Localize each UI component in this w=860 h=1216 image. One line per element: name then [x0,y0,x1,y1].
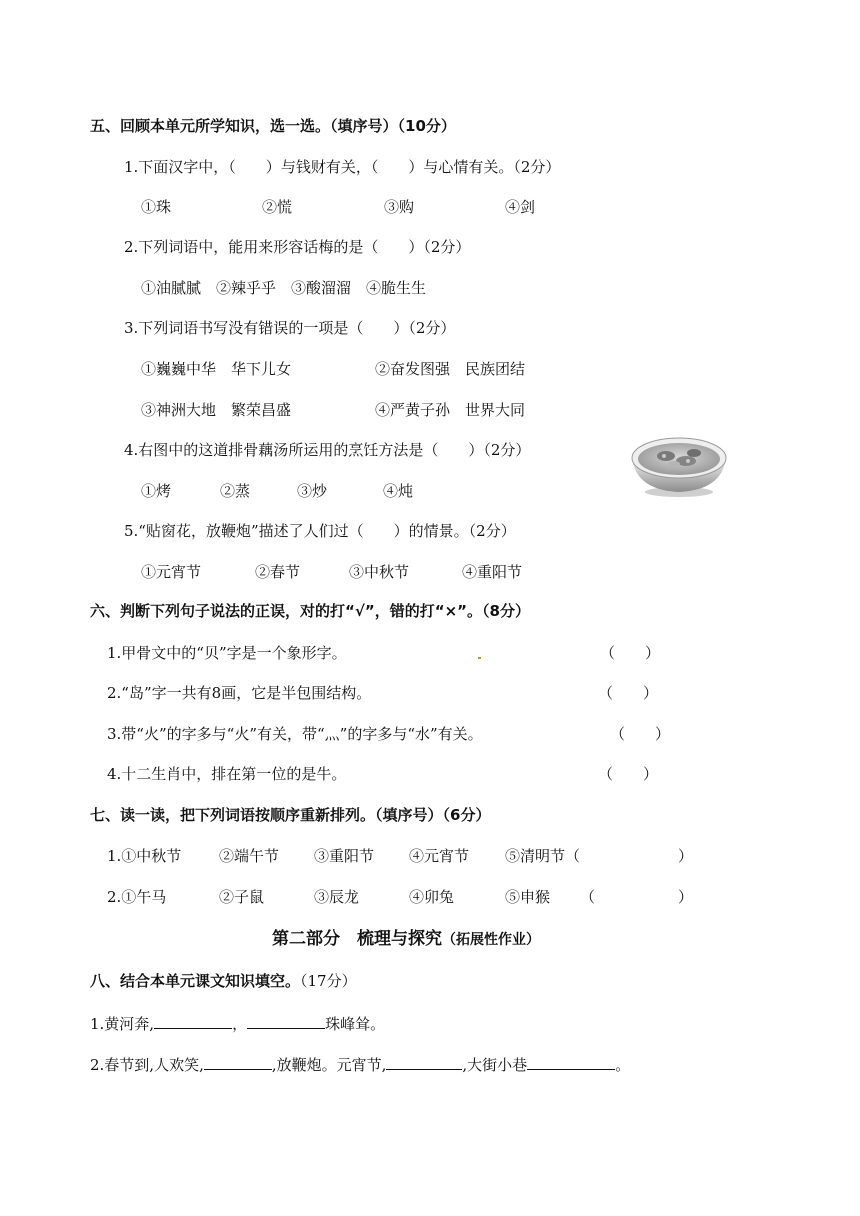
fill-blank-4[interactable] [386,1054,462,1070]
judge-item-2-answer[interactable]: （ ） [598,684,659,702]
q5-3-text: 3.下列词语书写没有错误的一项是（ ）（2分） [124,319,456,337]
fill-line-1-text-c: 珠峰耸。 [325,1015,386,1033]
q5-5-option-2: ②春节 [255,563,301,581]
section-6-title: 六、判断下列句子说法的正误，对的打“√”，错的打“×”。（8分） [90,602,530,620]
section-8-title: 八、结合本单元课文知识填空。 [90,972,301,990]
judge-item-4-answer[interactable]: （ ） [598,765,659,783]
order-row-2-open[interactable]: （ [580,888,596,906]
judge-item-2: 2.“岛”字一共有8画，它是半包围结构。 [107,684,372,702]
order-row-1-item-1: 1.①中秋节 [107,847,182,865]
fill-blank-1[interactable] [154,1013,232,1029]
q5-5-option-1: ①元宵节 [141,563,202,581]
section-8-score: （17分） [300,972,357,990]
order-row-1-close[interactable]: ） [678,847,694,865]
q5-5-option-3: ③中秋节 [349,563,410,581]
q5-4-text: 4.右图中的这道排骨藕汤所运用的烹饪方法是（ ）（2分） [124,441,531,459]
judge-item-3-answer[interactable]: （ ） [610,725,671,743]
q5-3-option-2: ②奋发图强 民族团结 [375,360,526,378]
judge-item-1: 1.甲骨文中的“贝”字是一个象形字。 [107,644,347,662]
fill-line-1-text-a: 1.黄河奔, [90,1015,155,1033]
q5-1-option-3: ③购 [384,198,415,216]
fill-line-1-text-b: ， [232,1015,248,1033]
fill-line-2-text-c: ,大街小巷 [462,1056,528,1074]
fill-line-1 [90,1013,385,1034]
fill-blank-3[interactable] [204,1054,272,1070]
order-row-1-item-3: ③重阳节 [314,847,375,865]
section-8-header [90,971,357,991]
q5-3-option-3: ③神洲大地 繁荣昌盛 [141,401,292,419]
fill-blank-2[interactable] [247,1013,325,1029]
q5-2-options: ①油腻腻 ②辣乎乎 ③酸溜溜 ④脆生生 [141,279,427,297]
stray-mark [478,657,481,659]
fill-line-2-text-a: 2.春节到,人欢笑, [90,1056,204,1074]
q5-2-text: 2.下列词语中，能用来形容话梅的是（ ）（2分） [124,238,471,256]
order-row-1-item-5: ⑤清明节（ [505,847,581,865]
q5-1-option-2: ②慌 [262,198,293,216]
order-row-1-item-4: ④元宵节 [409,847,470,865]
q5-3-option-4: ④严黄子孙 世界大同 [375,401,526,419]
order-row-2-close[interactable]: ） [678,888,694,906]
part-2-title: 第二部分 梳理与探究 [272,929,442,949]
order-row-1-item-2: ②端午节 [219,847,280,865]
fill-line-2-text-d: 。 [615,1056,631,1074]
judge-item-1-answer[interactable]: （ ） [600,644,661,662]
q5-1-option-1: ①珠 [141,198,172,216]
q5-4-option-2: ②蒸 [220,482,251,500]
q5-3-option-1: ①巍巍中华 华下儿女 [141,360,292,378]
order-row-2-item-4: ④卯兔 [409,888,455,906]
fill-blank-5[interactable] [527,1054,615,1070]
fill-line-2 [90,1054,630,1075]
q5-4-option-4: ④炖 [383,482,414,500]
q5-5-text: 5.“贴窗花，放鞭炮”描述了人们过（ ）的情景。（2分） [124,522,516,540]
order-row-2-item-5: ⑤申猴 [505,888,551,906]
fill-line-2-text-b: ,放鞭炮。元宵节, [271,1056,387,1074]
q5-4-option-1: ①烤 [141,482,172,500]
section-7-title: 七、读一读，把下列词语按顺序重新排列。（填序号）（6分） [90,806,491,824]
section-5-title: 五、回顾本单元所学知识，选一选。（填序号）（10分） [90,117,456,135]
order-row-2-item-1: 2.①午马 [107,888,167,906]
part-2-subtitle: （拓展性作业） [442,932,540,948]
q5-5-option-4: ④重阳节 [462,563,523,581]
lotus-root-soup-image [628,432,730,498]
q5-1-text: 1.下面汉字中，（ ）与钱财有关，（ ）与心情有关。（2分） [124,158,561,176]
order-row-2-item-2: ②子鼠 [219,888,265,906]
q5-1-option-4: ④剑 [505,198,536,216]
judge-item-3: 3.带“火”的字多与“火”有关，带“灬”的字多与“水”有关。 [107,725,483,743]
judge-item-4: 4.十二生肖中，排在第一位的是牛。 [107,765,347,783]
order-row-2-item-3: ③辰龙 [314,888,360,906]
part-2-heading [272,929,540,950]
q5-4-option-3: ③炒 [297,482,328,500]
